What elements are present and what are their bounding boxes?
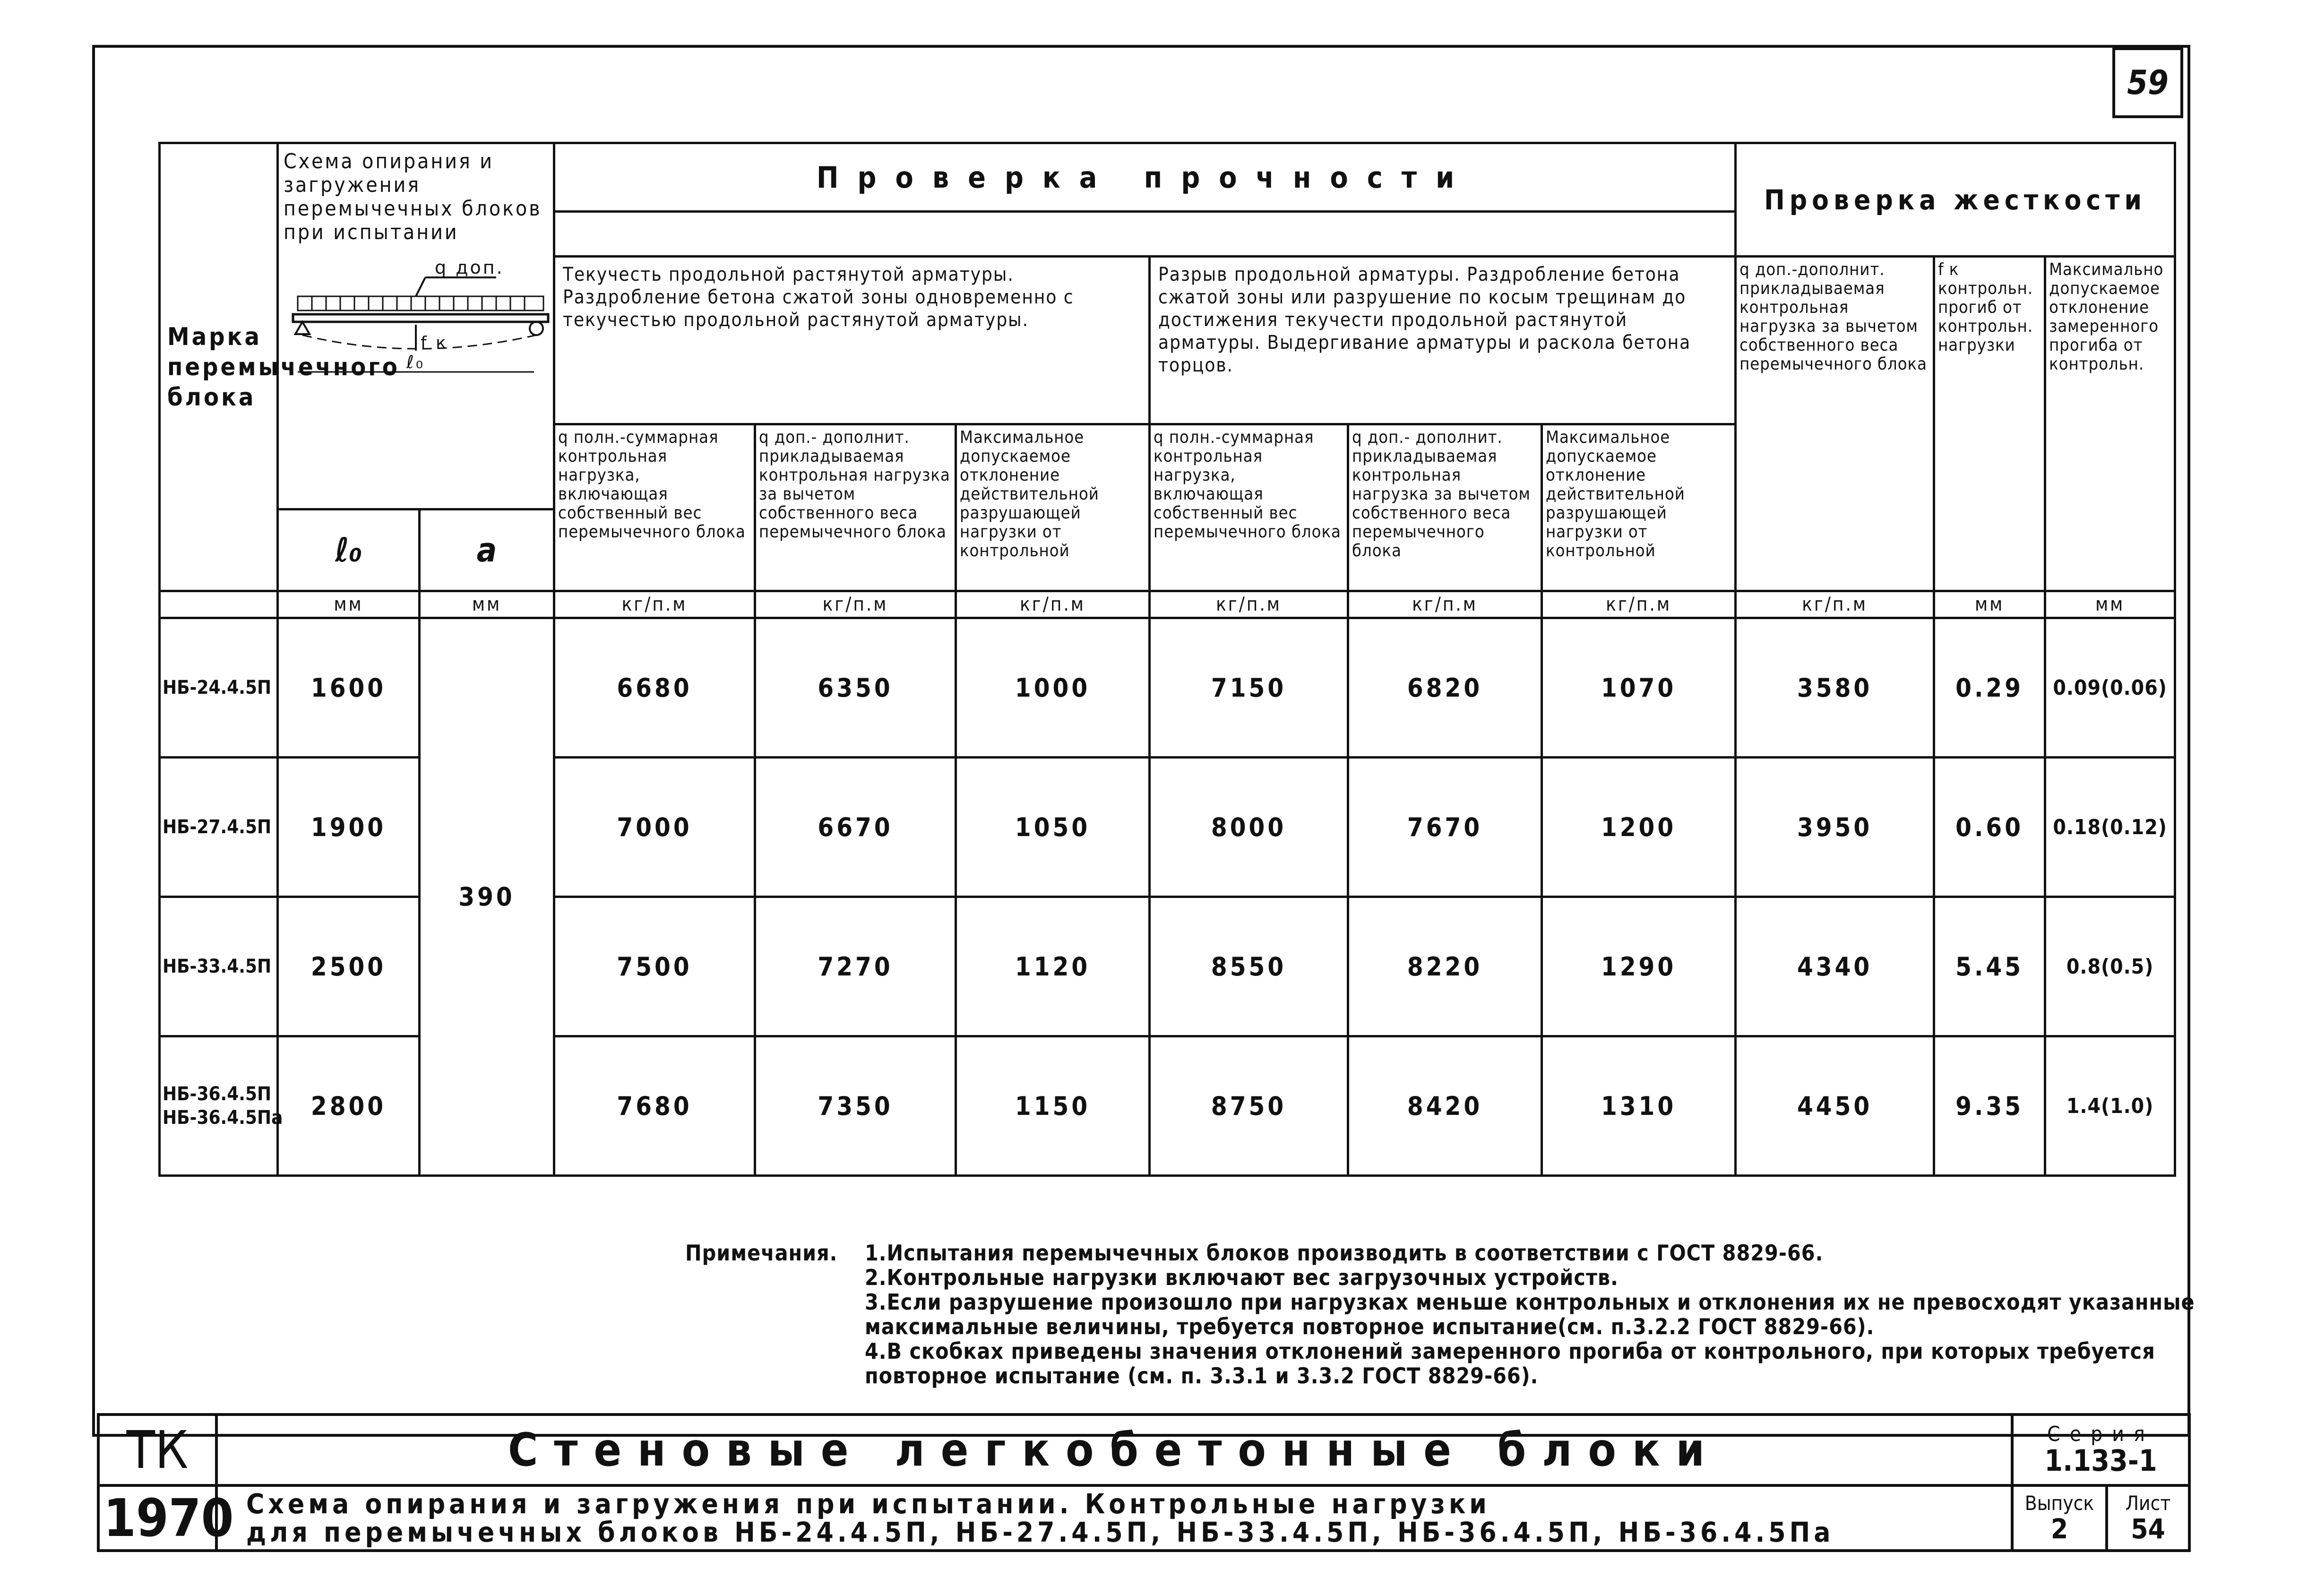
issue-value: 2: [2050, 1513, 2068, 1545]
unit-cell: мм: [420, 591, 554, 618]
g2-max-cell: 1290: [1542, 897, 1736, 1036]
a-cell: 390: [420, 618, 554, 1176]
rig-max-cell: 1.4(1.0): [2045, 1036, 2175, 1176]
issue-cell: [2012, 1485, 2107, 1551]
mark-cell: НБ-27.4.5П: [160, 758, 278, 897]
g1-qadd-header: q доп.- дополнит. прикладываемая контрольная нагрузка за вычетом собственного веса перемычечного блока: [755, 424, 956, 591]
load-hatch: [298, 296, 543, 311]
group-2-header: Разрыв продольной арматуры. Раздробление бетона сжатой зоны или разрушение по косым трещинам до достижения текучести продольной растянутой арматуры. Выдергивание арматуры и раскола бетона торцов.: [1150, 257, 1736, 424]
rig-max-cell: 0.18(0.12): [2045, 758, 2175, 897]
notes-label: Примечания.: [685, 1240, 838, 1266]
sheet-cell: [2107, 1485, 2189, 1551]
unit-cell: кг/п.м: [554, 591, 755, 618]
rig-f-cell: 0.29: [1934, 618, 2045, 758]
scheme-header: [278, 143, 554, 509]
l0-cell: 2500: [278, 897, 420, 1036]
g2-add-cell: 6820: [1348, 618, 1542, 758]
issue-label: Выпуск: [2024, 1492, 2094, 1515]
subtitle-line-2: для перемычечных блоков НБ-24.4.5П, НБ-27.4.5П, НБ-33.4.5П, НБ-36.4.5П, НБ-36.4.5Па: [246, 1516, 1834, 1548]
rig-f-cell: 9.35: [1934, 1036, 2045, 1176]
year: 1970: [98, 1485, 216, 1551]
l0-header: ℓ₀: [278, 509, 420, 591]
g2-full-cell: 8550: [1150, 897, 1348, 1036]
g1-max-header: Максимальное допускаемое отклонение действительной разрушающей нагрузки от контрольной: [956, 424, 1150, 591]
g2-qfull-header: q полн.-суммарная контрольная нагрузка, включающая собственный вес перемычечного блока: [1150, 424, 1348, 591]
right-support: [530, 322, 543, 335]
rig-q-cell: 3580: [1736, 618, 1934, 758]
sheet-subtitle: [216, 1485, 2012, 1551]
g2-add-cell: 8220: [1348, 897, 1542, 1036]
g1-add-cell: 7270: [755, 897, 956, 1036]
g2-max-cell: 1310: [1542, 1036, 1736, 1176]
unit-cell: кг/п.м: [1150, 591, 1348, 618]
rig-q-cell: 4450: [1736, 1036, 1934, 1176]
note-item: 2.Контрольные нагрузки включают вес загрузочных устройств.: [865, 1265, 1619, 1290]
g1-max-cell: 1150: [956, 1036, 1150, 1176]
g2-max-header: Максимальное допускаемое отклонение действительной разрушающей нагрузки от контрольной: [1542, 424, 1736, 591]
g2-max-cell: 1070: [1542, 618, 1736, 758]
g1-full-cell: 6680: [554, 618, 755, 758]
g2-full-cell: 8000: [1150, 758, 1348, 897]
g2-add-cell: 8420: [1348, 1036, 1542, 1176]
unit-cell: мм: [1934, 591, 2045, 618]
mark-cell: НБ-24.4.5П: [160, 618, 278, 758]
unit-cell: кг/п.м: [956, 591, 1150, 618]
load-scheme-diagram: [284, 244, 548, 386]
rig-max-header: Максимально допускаемое отклонение замеренного прогиба от контрольн.: [2045, 257, 2175, 591]
l0-cell: 1600: [278, 618, 420, 758]
series-label: Серия: [2047, 1422, 2154, 1446]
group-1-header: Текучесть продольной растянутой арматуры. Раздробление бетона сжатой зоны одновременно с текучестью продольной растянутой арматуры.: [554, 257, 1150, 424]
left-support: [295, 322, 310, 334]
rig-f-header: f к контрольн. прогиб от контрольн. нагрузки: [1934, 257, 2045, 591]
sheet-value: 54: [2131, 1513, 2165, 1545]
rig-max-cell: 0.09(0.06): [2045, 618, 2175, 758]
g1-max-cell: 1050: [956, 758, 1150, 897]
unit-cell: кг/п.м: [755, 591, 956, 618]
rig-q-cell: 4340: [1736, 897, 1934, 1036]
g2-add-cell: 7670: [1348, 758, 1542, 897]
unit-blank: [160, 591, 278, 618]
page-number: 59: [2112, 47, 2183, 118]
notes: [685, 1241, 2197, 1388]
rig-q-header: q доп.-дополнит. прикладываемая контрольная нагрузка за вычетом собственного веса перемычечного блока: [1736, 257, 1934, 591]
rigidity-title: Проверка жесткости: [1736, 143, 2175, 257]
scheme-title: Схема опирания и загружения перемычечных блоков при испытании: [284, 149, 542, 244]
f-label: f к: [421, 333, 448, 353]
subtitle-line-1: Схема опирания и загружения при испытании. Контрольные нагрузки: [246, 1488, 1490, 1520]
strength-title: Проверка прочности: [554, 143, 1736, 212]
g1-add-cell: 6350: [755, 618, 956, 758]
sheet-label: Лист: [2125, 1492, 2171, 1515]
g2-qadd-header: q доп.- дополнит. прикладываемая контрольная нагрузка за вычетом собственного веса перемычечного блока: [1348, 424, 1542, 591]
note-item: 4.В скобках приведены значения отклонений замеренного прогиба от контрольного, при которых требуется повторное испытание (см. п. 3.3.1 и 3.3.2 ГОСТ 8829-66).: [865, 1338, 2155, 1389]
tk-label: ТК: [98, 1415, 216, 1485]
control-loads-table: [158, 142, 2176, 1177]
g2-full-cell: 8750: [1150, 1036, 1348, 1176]
rig-f-cell: 5.45: [1934, 897, 2045, 1036]
g2-full-cell: 7150: [1150, 618, 1348, 758]
note-item: 3.Если разрушение произошло при нагрузках меньше контрольных и отклонения их не превосходят указанные максимальные величины, требуется повторное испытание(см. п.3.2.2 ГОСТ 8829-66).: [865, 1289, 2195, 1339]
l0-cell: 2800: [278, 1036, 420, 1176]
rig-f-cell: 0.60: [1934, 758, 2045, 897]
g1-full-cell: 7500: [554, 897, 755, 1036]
q-add-label: q доп.: [435, 257, 504, 278]
rig-max-cell: 0.8(0.5): [2045, 897, 2175, 1036]
unit-cell: кг/п.м: [1542, 591, 1736, 618]
g1-full-cell: 7680: [554, 1036, 755, 1176]
unit-cell: кг/п.м: [1348, 591, 1542, 618]
unit-cell: мм: [2045, 591, 2175, 618]
a-header: a: [420, 509, 554, 591]
mark-header: Марка перемычечного блока: [160, 143, 278, 591]
g2-max-cell: 1200: [1542, 758, 1736, 897]
l0-label: ℓ₀: [406, 352, 425, 372]
strength-blank: [554, 212, 1736, 257]
rig-q-cell: 3950: [1736, 758, 1934, 897]
series-cell: [2012, 1415, 2189, 1485]
title-block: [97, 1413, 2191, 1552]
table-row: [160, 618, 2175, 758]
g1-add-cell: 7350: [755, 1036, 956, 1176]
g1-full-cell: 7000: [554, 758, 755, 897]
sheet-title: Стеновые легкобетонные блоки: [216, 1415, 2012, 1485]
unit-cell: мм: [278, 591, 420, 618]
deflection-curve: [302, 335, 536, 349]
note-item: 1.Испытания перемычечных блоков производить в соответствии с ГОСТ 8829-66.: [865, 1240, 1824, 1266]
g1-add-cell: 6670: [755, 758, 956, 897]
mark-cell: НБ-36.4.5П НБ-36.4.5Па: [160, 1036, 278, 1176]
beam: [293, 314, 548, 322]
g1-qfull-header: q полн.-суммарная контрольная нагрузка, включающая собственный вес перемычечного блока: [554, 424, 755, 591]
unit-cell: кг/п.м: [1736, 591, 1934, 618]
g1-max-cell: 1120: [956, 897, 1150, 1036]
units-row: [160, 591, 2175, 618]
g1-max-cell: 1000: [956, 618, 1150, 758]
series-value: 1.133-1: [2044, 1443, 2157, 1478]
l0-cell: 1900: [278, 758, 420, 897]
mark-cell: НБ-33.4.5П: [160, 897, 278, 1036]
